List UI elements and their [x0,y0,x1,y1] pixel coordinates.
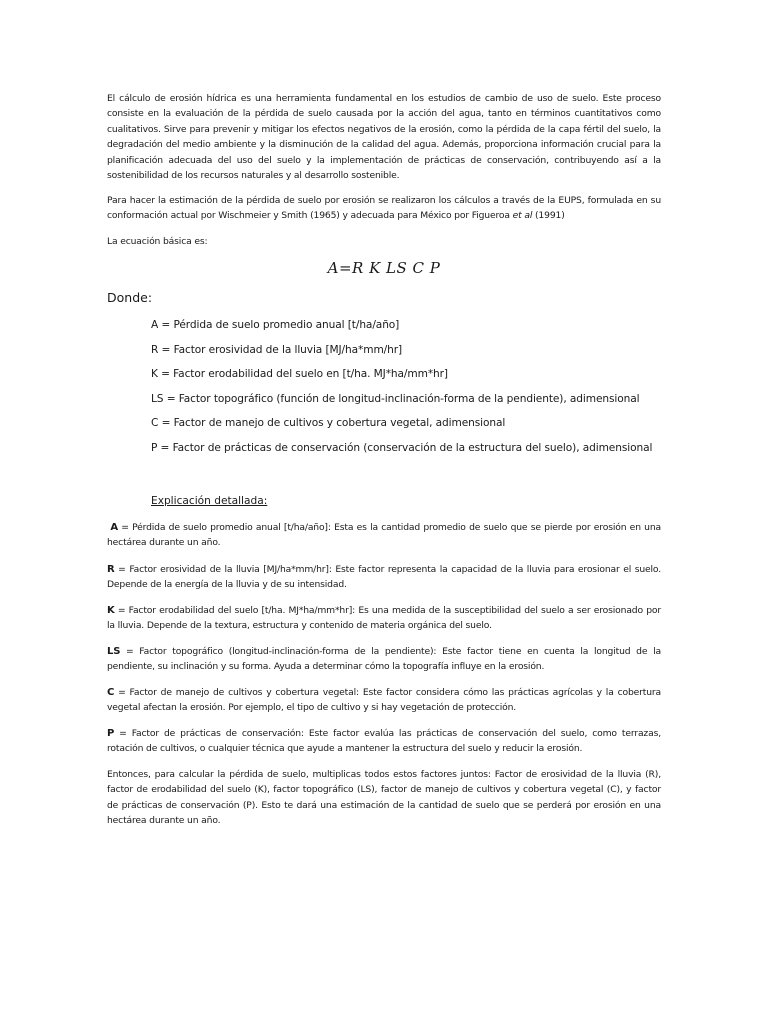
conclusion-paragraph: Entonces, para calcular la pérdida de suelo, multiplicas todos estos factores juntos: Factor de erosividad de la lluvia (R), factor de erodabilidad del suelo (K), factor topográfico (LS), factor de manejo de cultivos y cobertura vegetal (C), y factor de prácticas de conservación (P). Esto te dará una estimación de la cantidad de suelo que se perderá por erosión en una hectárea durante un año. [107,769,661,827]
explanation-a-text: = Pérdida de suelo promedio anual [t/ha/año]: Esta es la cantidad promedio de suelo que se pierde por erosión en una hectárea durante un año. [107,522,661,549]
intro-paragraph-2 [107,193,661,224]
usle-formula: A=R K LS C P [327,259,441,277]
explanation-p [107,726,661,757]
donde-heading: Donde: [107,290,153,305]
explanation-k-text: = Factor erodabilidad del suelo [t/ha. MJ*ha/mm*hr]: Es una medida de la susceptibilidad del suelo a ser erosionado por la lluvia. Depende de la textura, estructura y contenido de materia orgánica del suelo. [107,605,661,632]
explanation-c [107,685,661,716]
definition-r: R = Factor erosividad de la lluvia [MJ/ha*mm/hr] [151,344,403,356]
symbol-ls: LS [107,646,121,657]
explanation-a [107,520,661,551]
explanation-k [107,603,661,634]
explicacion-heading: Explicación detallada: [151,495,268,507]
explanation-ls [107,644,661,675]
explanation-r-text: = Factor erosividad de la lluvia [MJ/ha*mm/hr]: Este factor representa la capacidad de la lluvia para erosionar el suelo. Depende de la energía de la lluvia y de su intensidad. [107,564,661,591]
symbol-r: R [107,564,115,575]
definition-k: K = Factor erodabilidad del suelo en [t/ha. MJ*ha/mm*hr] [151,368,448,380]
symbol-k: K [107,605,115,616]
explanation-ls-text: = Factor topográfico (longitud-inclinación-forma de la pendiente): Este factor tiene en cuenta la longitud de la pendiente, su inclinación y su forma. Ayuda a determinar cómo la topografía influye en la erosión. [107,646,661,673]
definition-c: C = Factor de manejo de cultivos y cobertura vegetal, adimensional [151,417,506,429]
intro-paragraph-1: El cálculo de erosión hídrica es una herramienta fundamental en los estudios de cambio de uso de suelo. Este proceso consiste en la evaluación de la pérdida de suelo causada por la acción del agua, tanto en términos cuantitativos como cualitativos. Sirve para prevenir y mitigar los efectos negativos de la erosión, como la pérdida de la capa fértil del suelo, la degradación del medio ambiente y la disminución de la calidad del agua. Además, proporciona información crucial para la planificación adecuada del uso del suelo y la implementación de prácticas de conservación, contribuyendo así a la sostenibilidad de los recursos naturales y al desarrollo sostenible. [107,93,661,182]
paragraph-2-end: (1991) [532,210,565,222]
explanation-p-text: = Factor de prácticas de conservación: Este factor evalúa las prácticas de conservación del suelo, como terrazas, rotación de cultivos, o cualquier técnica que ayude a mantener la estructura del suelo y reducir la erosión. [107,728,661,755]
explanation-r [107,562,661,593]
symbol-p: P [107,728,115,739]
paragraph-2-text: Para hacer la estimación de la pérdida de suelo por erosión se realizaron los cálculos a través de la EUPS, formulada en su conformación actual por Wischmeier y Smith (1965) y adecuada para México por Figueroa [107,195,661,222]
definition-ls: LS = Factor topográfico (función de longitud-inclinación-forma de la pendiente), adimensional [151,393,640,405]
symbol-c: C [107,687,115,698]
definition-p: P = Factor de prácticas de conservación (conservación de la estructura del suelo), adimensional [151,442,653,454]
ecuacion-label: La ecuación básica es: [107,236,208,247]
paragraph-2-italic: et al [512,210,533,222]
definition-a: A = Pérdida de suelo promedio anual [t/ha/año] [151,319,400,331]
symbol-a: A [110,522,118,533]
explanation-c-text: = Factor de manejo de cultivos y cobertura vegetal: Este factor considera cómo las prácticas agrícolas y la cobertura vegetal afectan la erosión. Por ejemplo, el tipo de cultivo y si hay vegetación de protección. [107,687,661,714]
